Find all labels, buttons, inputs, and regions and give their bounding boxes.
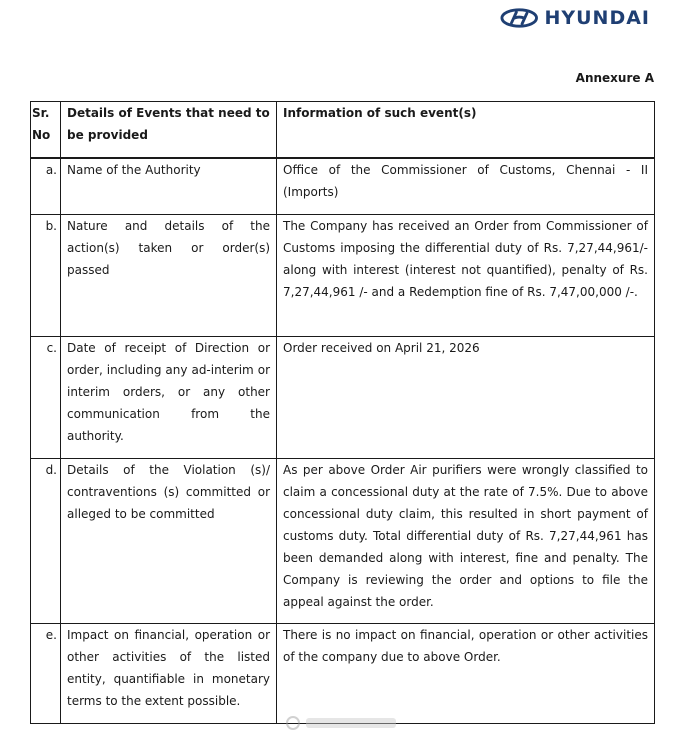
header-details — [61, 102, 277, 159]
row-sr: c. — [46, 341, 57, 355]
header-info — [277, 102, 655, 159]
row-sr: b. — [45, 219, 57, 233]
row-info: Office of the Commissioner of Customs, Chennai - II (Imports) — [283, 163, 648, 199]
table-row — [31, 337, 655, 459]
table-row — [31, 624, 655, 724]
events-table — [30, 101, 655, 724]
annexure-title: Annexure A — [575, 71, 654, 85]
header-sr-line2: No — [32, 128, 51, 142]
hyundai-logo — [500, 7, 650, 29]
table-header-row — [31, 102, 655, 159]
row-info: There is no impact on financial, operation or other activities of the company due to above Order. — [283, 628, 648, 664]
watermark — [286, 714, 402, 732]
row-details: Impact on financial, operation or other activities of the listed entity, quantifiable in monetary terms to the extent possible. — [67, 628, 270, 708]
row-info: The Company has received an Order from Commissioner of Customs imposing the differential duty of Rs. 7,27,44,961/- along with interest (interest not quantified), penalty of Rs. 7,27,44,961 /- and a Redemption fine of Rs. 7,47,00,000 /-. — [283, 219, 648, 299]
table-row — [31, 459, 655, 624]
row-sr: e. — [45, 628, 57, 642]
row-sr: a. — [45, 163, 57, 177]
row-sr: d. — [45, 463, 57, 477]
watermark-icon — [286, 716, 300, 730]
row-info: As per above Order Air purifiers were wrongly classified to claim a concessional duty at the rate of 7.5%. Due to above concessional duty claim, this resulted in short payment of customs duty. Total differential duty of Rs. 7,27,44,961 has been demanded along with interest, fine and penalty. The Company is reviewing the order and options to file the appeal against the order. — [283, 463, 648, 609]
row-details: Nature and details of the action(s) taken or order(s) passed — [67, 219, 270, 277]
table-row — [31, 158, 655, 215]
header-sr-line1: Sr. — [32, 106, 50, 120]
row-info: Order received on April 21, 2026 — [283, 341, 480, 355]
logo-wordmark: HYUNDAI — [544, 7, 650, 29]
row-details: Name of the Authority — [67, 163, 201, 177]
row-details: Date of receipt of Direction or order, including any ad-interim or interim orders, or any other communication from the authority. — [67, 341, 270, 443]
hyundai-emblem-icon — [500, 8, 538, 28]
header-details-label: Details of Events that need to be provided — [67, 106, 270, 142]
row-details: Details of the Violation (s)/ contraventions (s) committed or alleged to be committed — [67, 463, 270, 521]
header-sr-no — [31, 102, 61, 159]
header-info-label: Information of such event(s) — [283, 106, 477, 120]
table-row — [31, 215, 655, 337]
watermark-text-blur — [306, 718, 396, 728]
